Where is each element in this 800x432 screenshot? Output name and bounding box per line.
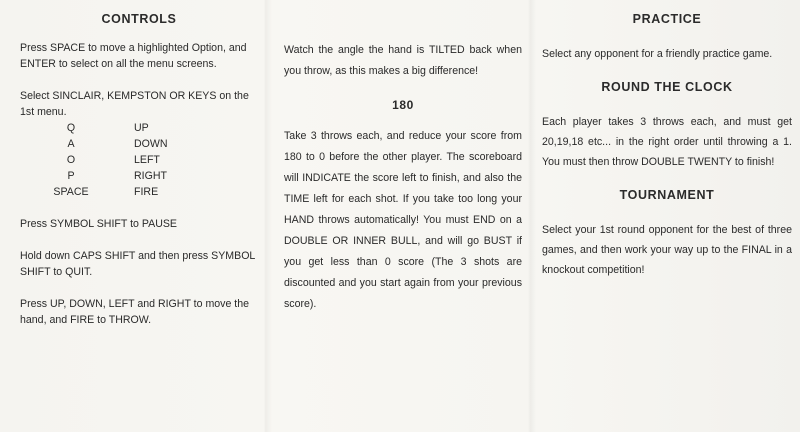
- key-label: O: [66, 154, 76, 166]
- tournament-heading: TOURNAMENT: [619, 188, 715, 202]
- key-table: [20, 120, 258, 200]
- key-action: FIRE: [134, 186, 159, 198]
- intro-text: Press SPACE to move a highlighted Option, and ENTER to select on all the menu screens.: [20, 42, 247, 70]
- key-row: [20, 152, 258, 168]
- rules-panel: [268, 0, 530, 432]
- tournament-text: Select your 1st round opponent for the best of three games, and then work your way up to the FINAL in a knockout competition!: [542, 224, 792, 276]
- key-row: [20, 184, 258, 200]
- key-action: LEFT: [134, 154, 160, 166]
- game-180-text: Take 3 throws each, and reduce your score from 180 to 0 before the other player. The scoreboard will INDICATE the score left to finish, and also the TIME left for each shot. If you take too long your HAND throws automatically! You must END on a DOUBLE OR INNER BULL, and will go BUST if you get less than 0 score (The 3 shots are discounted and you start again from your previous score).: [284, 130, 522, 310]
- key-label: Q: [66, 122, 76, 134]
- key-row: [20, 120, 258, 136]
- key-row: [20, 168, 258, 184]
- round-the-clock-text: Each player takes 3 throws each, and must get 20,19,18 etc... in the right order until throwing a 1. You must then throw DOUBLE TWENTY to finish!: [542, 116, 792, 168]
- controls-panel: [0, 0, 268, 432]
- key-label: P: [67, 170, 75, 182]
- practice-heading: PRACTICE: [632, 12, 702, 26]
- key-row: [20, 136, 258, 152]
- game-180-heading: 180: [392, 98, 414, 112]
- key-label: A: [67, 138, 75, 150]
- controls-heading: CONTROLS: [101, 12, 177, 26]
- move-text: Press UP, DOWN, LEFT and RIGHT to move the hand, and FIRE to THROW.: [20, 298, 250, 326]
- key-label: SPACE: [53, 186, 89, 198]
- quit-text: Hold down CAPS SHIFT and then press SYMBOL SHIFT to QUIT.: [20, 250, 255, 278]
- modes-panel: [530, 0, 800, 432]
- pause-text: Press SYMBOL SHIFT to PAUSE: [20, 218, 177, 230]
- key-action: RIGHT: [134, 170, 167, 182]
- round-the-clock-heading: ROUND THE CLOCK: [601, 80, 733, 94]
- angle-text: Watch the angle the hand is TILTED back when you throw, as this makes a big difference!: [284, 44, 522, 77]
- practice-text: Select any opponent for a friendly practice game.: [542, 48, 773, 60]
- key-action: DOWN: [134, 138, 168, 150]
- key-action: UP: [134, 122, 149, 134]
- select-text: Select SINCLAIR, KEMPSTON OR KEYS on the 1st menu.: [20, 90, 249, 118]
